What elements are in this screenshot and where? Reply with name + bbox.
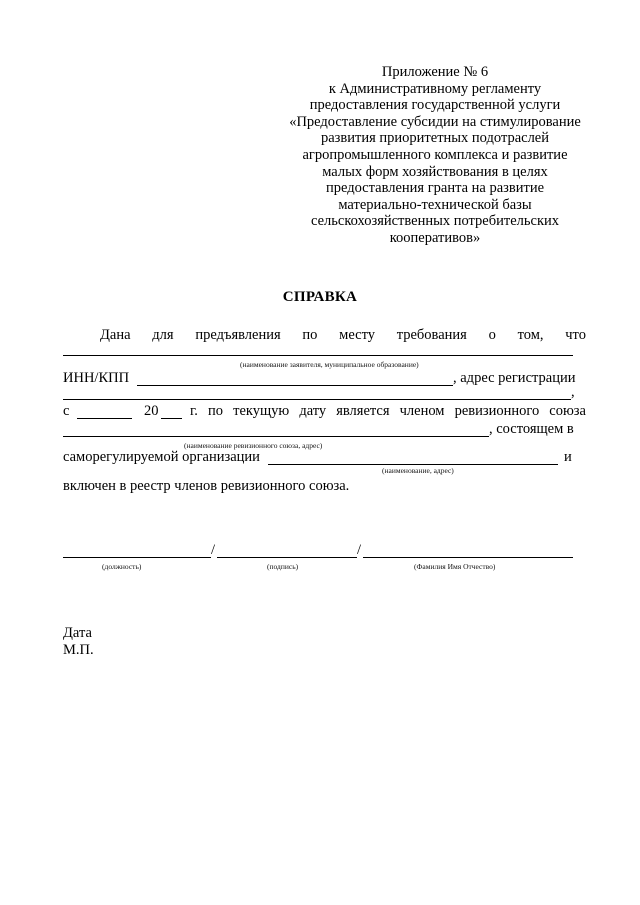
appendix-header: [270, 64, 600, 247]
intro-word: том,: [517, 327, 544, 343]
intro-word: что: [565, 327, 586, 343]
intro-word: для: [152, 327, 174, 343]
since-prefix: с: [63, 403, 70, 419]
member-word: союза: [549, 403, 586, 419]
appendix-line: развития приоритетных подотраслей: [320, 130, 550, 147]
signature-hint: (подпись): [267, 562, 299, 571]
appendix-line: малых форм хозяйствования в целях: [322, 163, 548, 180]
member-word: является: [336, 403, 390, 419]
appendix-line: материально-технической базы: [338, 196, 532, 213]
year-field[interactable]: [161, 418, 182, 419]
appendix-line: предоставления гранта на развитие: [325, 180, 545, 197]
name-hint: (Фамилия Имя Отчество): [414, 562, 496, 571]
member-word: ревизионного: [454, 403, 540, 419]
address-label: , адрес регистрации: [453, 370, 576, 386]
document-title: СПРАВКА: [282, 289, 358, 305]
revision-union-field[interactable]: [63, 436, 489, 437]
applicant-hint: (наименование заявителя, муниципальное образование): [240, 360, 419, 369]
year-prefix: 20: [144, 403, 159, 419]
intro-word: о: [488, 327, 496, 343]
member-line: [190, 403, 586, 420]
applicant-name-field[interactable]: [63, 355, 573, 356]
intro-word: предъявления: [195, 327, 281, 343]
member-word: по: [208, 403, 224, 419]
intro-word: по: [302, 327, 318, 343]
appendix-line: «Предоставление субсидии на стимулирование: [289, 113, 581, 130]
date-label: Дата: [63, 625, 92, 641]
consisting-in: , состоящем в: [489, 421, 574, 437]
sro-label: саморегулируемой организации: [63, 449, 260, 465]
inn-label: ИНН/КПП: [63, 370, 130, 386]
appendix-line: Приложение № 6: [381, 64, 489, 80]
address-comma: ,: [571, 384, 575, 400]
slash-separator: /: [211, 542, 216, 558]
intro-word: требования: [396, 327, 467, 343]
appendix-line: агропромышленного комплекса и развитие: [302, 146, 568, 163]
and-word: и: [564, 449, 572, 465]
appendix-line: предоставления государственной услуги: [309, 97, 561, 114]
position-hint: (должность): [102, 562, 142, 571]
intro-line: [100, 327, 586, 344]
sro-field[interactable]: [268, 464, 558, 465]
signature-field[interactable]: [217, 557, 357, 558]
appendix-line: сельскохозяйственных потребительских: [310, 213, 559, 230]
registration-address-field[interactable]: [63, 399, 571, 400]
since-date-field[interactable]: [77, 418, 132, 419]
slash-separator: /: [357, 542, 362, 558]
member-word: членом: [399, 403, 445, 419]
sro-hint: (наименование, адрес): [382, 466, 454, 475]
appendix-line: кооперативов»: [389, 229, 481, 246]
position-field[interactable]: [63, 557, 211, 558]
stamp-label: М.П.: [63, 642, 94, 658]
inn-kpp-field[interactable]: [137, 385, 453, 386]
included-text: включен в реестр членов ревизионного союза.: [63, 478, 350, 494]
member-word: текущую: [233, 403, 290, 419]
full-name-field[interactable]: [363, 557, 573, 558]
union-hint: (наименование ревизионного союза, адрес): [184, 441, 323, 450]
appendix-line: к Административному регламенту: [328, 80, 542, 97]
member-word: дату: [299, 403, 327, 419]
intro-word: Дана: [100, 327, 131, 343]
member-word: г.: [190, 403, 198, 419]
intro-word: месту: [339, 327, 375, 343]
